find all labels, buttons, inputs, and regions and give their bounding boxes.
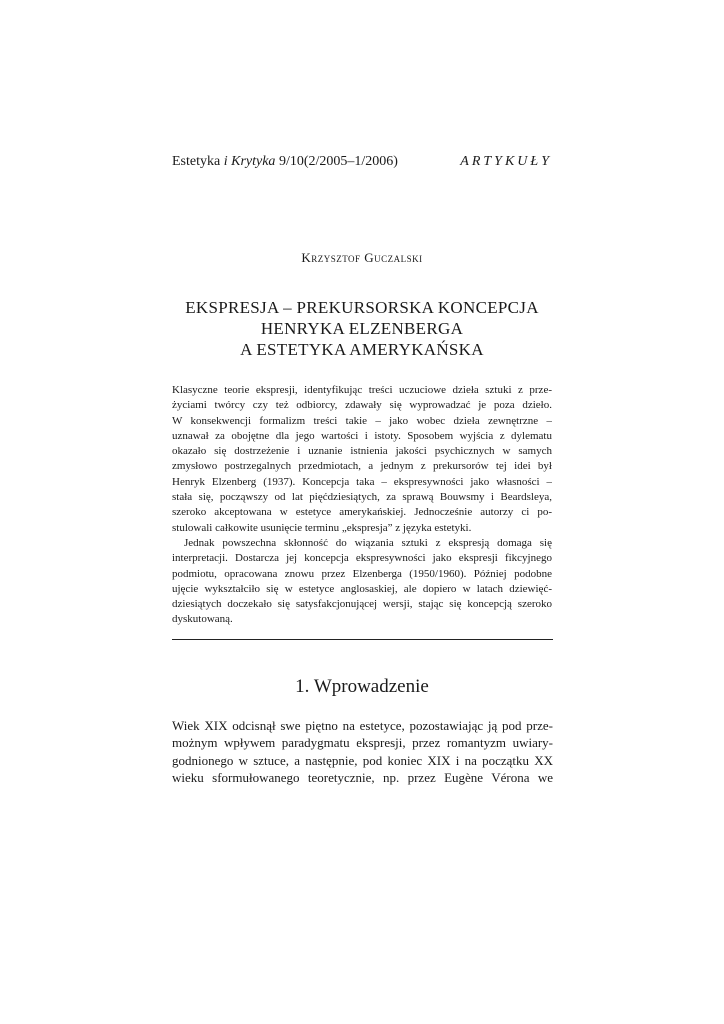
journal-name-italic: i Krytyka — [223, 154, 276, 169]
running-header — [172, 154, 552, 174]
abstract-line: interpretacji. Dostarcza jej koncepcja ekspresywności jako ekspresji fikcyjnego — [172, 552, 552, 565]
body-line: Wiek XIX odcisnął swe piętno na estetyce, pozostawiając ją pod prze- — [172, 718, 553, 733]
author-name: Krzysztof Guczalski — [301, 250, 423, 265]
body-line: możnym wpływem paradygmatu ekspresji, przez romantyzm uwiary- — [172, 735, 553, 751]
abstract — [172, 383, 552, 628]
horizontal-rule — [172, 639, 553, 640]
title-line: HENRYKA ELZENBERGA — [260, 319, 464, 338]
abstract-line: Henryk Elzenberg (1937). Koncepcja taka – ekspresywności jako własności – — [172, 475, 552, 488]
body-line: godnionego w sztuce, a następnie, pod koniec XIX i na początku XX — [172, 752, 553, 768]
abstract-line: szeroko akceptowana w estetyce amerykańskiej. Jednocześnie autorzy ci po- — [172, 506, 552, 519]
abstract-line: zmysłowo postrzegalnych przedmiotach, a jednym z prekursorów tej idei był — [172, 460, 552, 473]
section-label: ARTYKUŁY — [460, 154, 552, 169]
abstract-line: Klasyczne teorie ekspresji, identyfikując treści uczuciowe dzieła sztuki z prze- — [172, 384, 552, 396]
section-heading: 1. Wprowadzenie — [295, 676, 429, 697]
article-title — [0, 297, 724, 360]
body-paragraph — [172, 717, 553, 786]
abstract-line: Jednak powszechna skłonność do wiązania sztuki z ekspresją domaga się — [184, 536, 552, 549]
body-line: wieku sformułowanego teoretycznie, np. przez Eugène Vérona we — [172, 769, 553, 785]
journal-reference — [172, 154, 398, 170]
abstract-line: dyskutowaną. — [172, 613, 233, 626]
abstract-line: uznawał za obojętne dla jego wartości i istoty. Sposobem wyjścia z dylematu — [172, 429, 552, 442]
abstract-line: dziesiątych doczekało się satysfakcjonującej wersji, stając się koncepcją szeroko — [172, 598, 552, 611]
journal-issue: 9/10(2/2005–1/2006) — [278, 154, 398, 169]
abstract-line: stała się, począwszy od lat pięćdziesiątych, za sprawą Bouwsmy i Beardsleya, — [172, 491, 552, 504]
abstract-line: podmiotu, opracowana znowu przez Elzenberga (1950/1960). Później podobne — [172, 567, 552, 580]
abstract-line: ujęcie wykształciło się w estetyce anglosaskiej, ale dopiero w latach dziewięć- — [172, 582, 552, 595]
title-line: A ESTETYKA AMERYKAŃSKA — [240, 340, 484, 359]
abstract-line: W konsekwencji formalizm treści takie – jako wobec dzieła zewnętrzne – — [172, 414, 552, 427]
abstract-line: stulowali całkowite usunięcie terminu „ekspresja” z języka estetyki. — [172, 521, 472, 534]
abstract-line: okazało się dostrzeżenie i uznanie istnienia jakości psychicznych w samych — [172, 445, 552, 458]
abstract-line: życiami twórcy czy też odbiorcy, zdawały się wyprowadzać je poza dzieło. — [172, 399, 552, 412]
journal-name: Estetyka — [172, 154, 221, 169]
title-line: EKSPRESJA – PREKURSORSKA KONCEPCJA — [185, 298, 539, 317]
